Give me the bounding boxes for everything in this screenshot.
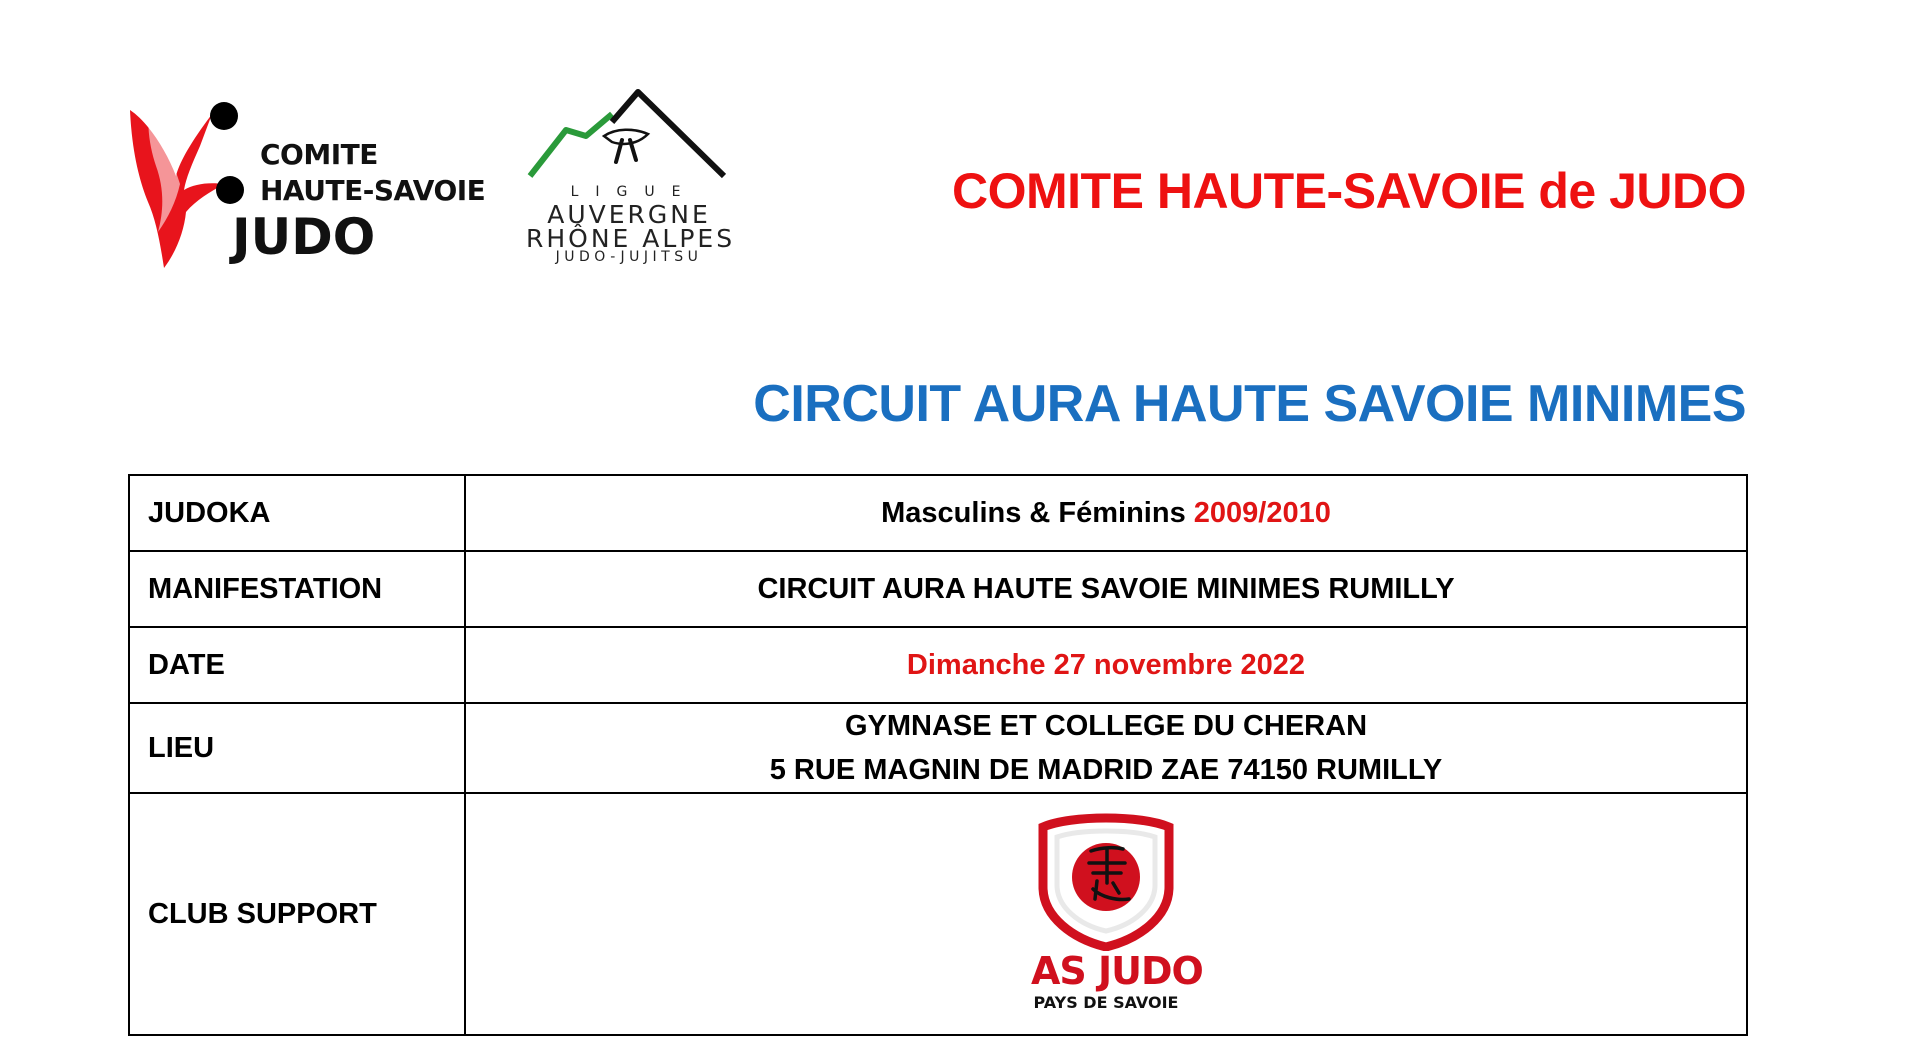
ligue-logo-line-2: AUVERGNE	[547, 200, 711, 229]
manifestation-value: CIRCUIT AURA HAUTE SAVOIE MINIMES RUMILLY	[465, 551, 1747, 627]
judoka-categories: Masculins & Féminins	[881, 497, 1194, 529]
ligue-logo-line-4: JUDO-JUJITSU	[555, 249, 703, 265]
judoka-label: JUDOKA	[129, 475, 465, 551]
judoka-value	[465, 475, 1747, 551]
date-label: DATE	[129, 627, 465, 703]
ligue-logo-line-3: RHÔNE ALPES	[526, 224, 736, 253]
table-row-judoka	[129, 475, 1747, 551]
club-logo-line-2: PAYS DE SAVOIE	[1033, 993, 1179, 1012]
club-support-label: CLUB SUPPORT	[129, 793, 465, 1035]
table-row-lieu	[129, 703, 1747, 793]
table-row-club-support	[129, 793, 1747, 1035]
event-title: CIRCUIT AURA HAUTE SAVOIE MINIMES	[753, 375, 1746, 433]
ligue-logo-line-1: LIGUE	[570, 184, 698, 200]
table-row-manifestation	[129, 551, 1747, 627]
lieu-venue: GYMNASE ET COLLEGE DU CHERAN	[844, 710, 1368, 742]
comite-logo-line-3: JUDO	[232, 208, 376, 266]
comite-haute-savoie-logo	[128, 92, 486, 272]
event-info-table	[128, 474, 1748, 1036]
as-judo-shield-icon	[1031, 801, 1181, 951]
comite-logo-line-1: COMITE	[260, 138, 378, 171]
club-support-value	[465, 793, 1747, 1035]
comite-logo-line-2: HAUTE-SAVOIE	[260, 174, 486, 207]
lieu-address: 5 RUE MAGNIN DE MADRID ZAE 74150 RUMILLY	[769, 754, 1443, 786]
date-value: Dimanche 27 novembre 2022	[465, 627, 1747, 703]
lieu-value	[465, 703, 1747, 793]
manifestation-label: MANIFESTATION	[129, 551, 465, 627]
lieu-label: LIEU	[129, 703, 465, 793]
judoka-birth-years: 2009/2010	[1193, 497, 1331, 529]
ligue-aura-logo	[526, 88, 736, 270]
as-judo-logo	[1031, 801, 1203, 1027]
club-logo-line-1: AS JUDO	[1031, 949, 1203, 993]
table-row-date	[129, 627, 1747, 703]
organization-title: COMITE HAUTE-SAVOIE de JUDO	[952, 163, 1746, 219]
ligue-mountain-icon	[526, 88, 732, 188]
